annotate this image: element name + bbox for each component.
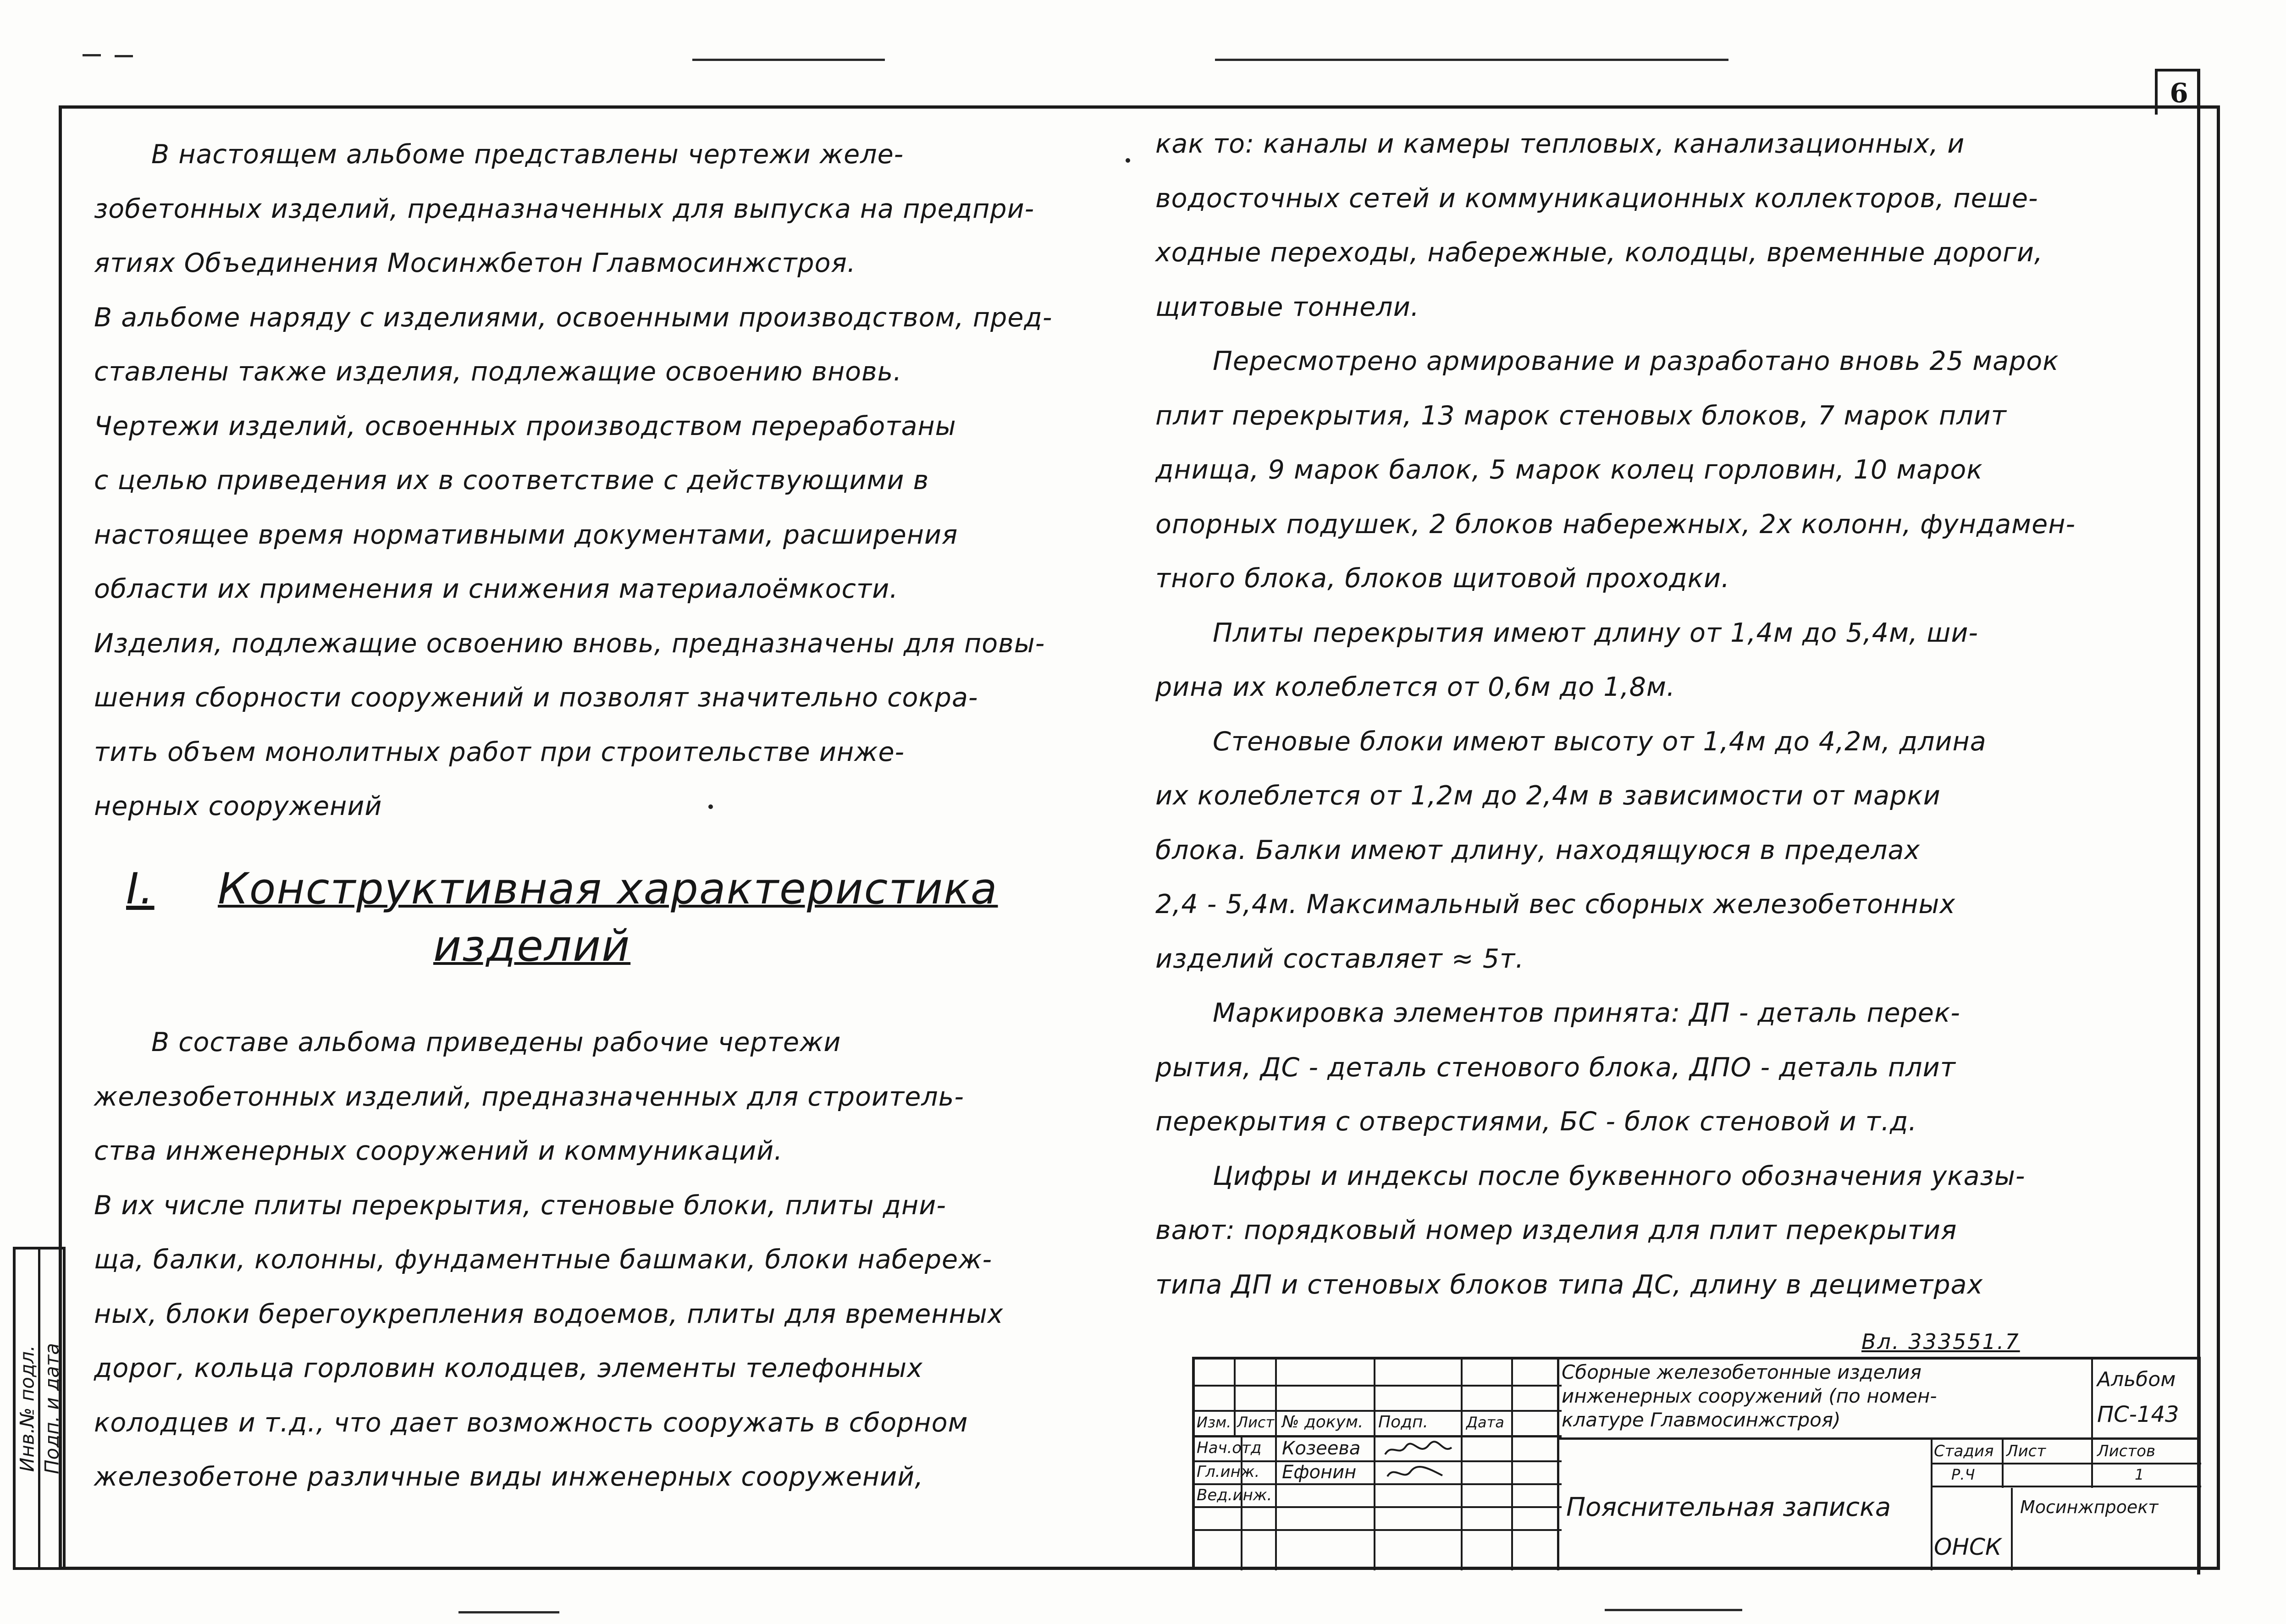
section-title-line2: изделий [433, 921, 631, 971]
text-line: В их числе плиты перекрытия, стеновые блоки, плиты дни- [94, 1190, 946, 1221]
text-line: рытия, ДС - деталь стенового блока, ДПО - деталь плит [1155, 1052, 1956, 1083]
text-line: железобетоне различные виды инженерных сооружений, [94, 1462, 924, 1492]
text-line: ства инженерных сооружений и коммуникаций. [94, 1136, 783, 1166]
text-line: шения сборности сооружений и позволят значительно сокра- [94, 683, 978, 713]
text-line: 2,4 - 5,4м. Максимальный вес сборных железобетонных [1155, 889, 1956, 919]
section-number: I. [126, 864, 155, 914]
text-line: В настоящем альбоме представлены чертежи желе- [151, 139, 904, 170]
text-line: В альбоме наряду с изделиями, освоенными производством, пред- [94, 302, 1053, 333]
tb-sheet-label: Лист [2006, 1442, 2046, 1460]
tb-row3-role: Вед.инж. [1197, 1486, 1272, 1504]
tb-sheets-label: Листов [2097, 1442, 2156, 1460]
left-column-section [94, 1015, 1116, 1504]
inventory-number: Вл. 333551.7 [1861, 1329, 2020, 1354]
text-line: ных, блоки берегоукрепления водоемов, плиты для временных [94, 1299, 1004, 1329]
text-line: Пересмотрено армирование и разработано вновь 25 марок [1213, 346, 2059, 376]
tb-sheet-title: Пояснительная записка [1566, 1492, 1891, 1522]
tb-album-code: ПС-143 [2097, 1402, 2179, 1427]
tb-sheets-value: 1 [2135, 1466, 2144, 1483]
text-line: Маркировка элементов принята: ДП - деталь перек- [1213, 998, 1960, 1028]
page-number-text: 6 [2170, 77, 2188, 109]
tb-album-label: Альбом [2097, 1368, 2176, 1391]
text-line: Чертежи изделий, освоенных производством переработаны [94, 411, 956, 441]
text-line: области их применения и снижения материалоёмкости. [94, 574, 899, 604]
text-line: дорог, кольца горловин колодцев, элементы телефонных [94, 1353, 923, 1383]
scan-artifact [83, 54, 101, 56]
text-line: Плиты перекрытия имеют длину от 1,4м до 5,4м, ши- [1213, 617, 1978, 648]
text-line: Стеновые блоки имеют высоту от 1,4м до 4,2м, длина [1213, 726, 1987, 757]
text-line: тить объем монолитных работ при строительстве инже- [94, 737, 905, 767]
text-line: настоящее время нормативными документами, расширения [94, 519, 958, 550]
tb-doc-title-line3: клатуре Главмосинжстроя) [1562, 1409, 1841, 1431]
text-line: ставлены также изделия, подлежащие освоению вновь. [94, 357, 902, 387]
tb-doc-title [1562, 1360, 1937, 1432]
tb-row1-role: Нач.отд [1197, 1439, 1262, 1457]
text-line: железобетонных изделий, предназначенных для строитель- [94, 1081, 964, 1112]
text-line: изделий составляет ≈ 5т. [1155, 943, 1524, 974]
tb-doc-title-line1: Сборные железобетонные изделия [1562, 1361, 1922, 1383]
side-stamp-sign-label: Подп. и дата [40, 1343, 63, 1474]
right-column [1155, 117, 2192, 1312]
speck [708, 804, 713, 809]
tb-role-izm: Изм. [1197, 1414, 1231, 1431]
text-line: днища, 9 марок балок, 5 марок колец горловин, 10 марок [1155, 455, 1983, 485]
text-line: их колеблется от 1,2м до 2,4м в зависимости от марки [1155, 781, 1941, 811]
speck [1126, 158, 1130, 163]
tb-org2: Мосинжпроект [2020, 1497, 2159, 1517]
side-stamp-inv-label: Инв.№ подл. [16, 1345, 38, 1472]
text-line: колодцев и т.д., что дает возможность сооружать в сборном [94, 1407, 968, 1438]
tb-role-date: Дата [1466, 1414, 1504, 1431]
scan-artifact [1215, 59, 1728, 61]
text-line: вают: порядковый номер изделия для плит перекрытия [1155, 1215, 1957, 1245]
signature-2 [1383, 1463, 1456, 1486]
tb-role-sign: Подп. [1378, 1413, 1428, 1431]
scan-artifact [115, 55, 133, 57]
tb-row1-name: Козеева [1282, 1438, 1361, 1459]
text-line: ходные переходы, набережные, колодцы, временные дороги, [1155, 237, 2043, 268]
tb-stage-label: Стадия [1934, 1442, 1994, 1460]
side-stamp-cell-sign [40, 1250, 63, 1567]
side-stamp [13, 1247, 66, 1570]
scan-artifact [458, 1611, 559, 1613]
tb-doc-title-line2: инженерных сооружений (по номен- [1562, 1385, 1937, 1407]
text-line: Изделия, подлежащие освоению вновь, предназначены для повы- [94, 628, 1045, 659]
tb-row2-name: Ефонин [1282, 1462, 1357, 1483]
text-line: тного блока, блоков щитовой проходки. [1155, 563, 1730, 594]
text-line: ща, балки, колонны, фундаментные башмаки, блоки набереж- [94, 1244, 993, 1275]
text-line: плит перекрытия, 13 марок стеновых блоков, 7 марок плит [1155, 400, 2007, 431]
text-line: ятиях Объединения Мосинжбетон Главмосинжстроя. [94, 248, 856, 278]
tb-stage-value: Р.Ч [1951, 1466, 1975, 1483]
text-line: водосточных сетей и коммуникационных коллекторов, пеше- [1155, 183, 2038, 214]
signature-1 [1383, 1438, 1456, 1461]
text-line: блока. Балки имеют длину, находящуюся в пределах [1155, 835, 1921, 865]
page-number [2155, 69, 2200, 115]
section-title-line1: Конструктивная характеристика [218, 864, 998, 914]
text-line: с целью приведения их в соответствие с действующими в [94, 465, 929, 495]
tb-org: ОНСК [1934, 1534, 2002, 1560]
left-column-intro [94, 127, 1116, 834]
text-line: рина их колеблется от 0,6м до 1,8м. [1155, 672, 1675, 702]
tb-role-doc: № докум. [1282, 1413, 1364, 1431]
text-line: Цифры и индексы после буквенного обозначения указы- [1213, 1161, 2026, 1191]
drawing-frame-right-edge [2197, 69, 2200, 1574]
scan-artifact [1605, 1609, 1742, 1611]
text-line: опорных подушек, 2 блоков набережных, 2х колонн, фундамен- [1155, 509, 2076, 539]
text-line: как то: каналы и камеры тепловых, канализационных, и [1155, 129, 1965, 159]
text-line: В составе альбома приведены рабочие чертежи [151, 1027, 841, 1057]
text-line: перекрытия с отверстиями, БС - блок стеновой и т.д. [1155, 1107, 1917, 1137]
scan-artifact [692, 59, 885, 61]
side-stamp-cell-inv [16, 1250, 40, 1567]
tb-row2-role: Гл.инж. [1197, 1463, 1260, 1481]
title-block [1192, 1357, 2201, 1570]
tb-role-list: Лист [1237, 1414, 1275, 1431]
text-line: типа ДП и стеновых блоков типа ДС, длину в дециметрах [1155, 1269, 1983, 1300]
text-line: щитовые тоннели. [1155, 292, 1419, 322]
text-line: нерных сооружений [94, 791, 382, 821]
text-line: зобетонных изделий, предназначенных для выпуска на предпри- [94, 193, 1035, 224]
